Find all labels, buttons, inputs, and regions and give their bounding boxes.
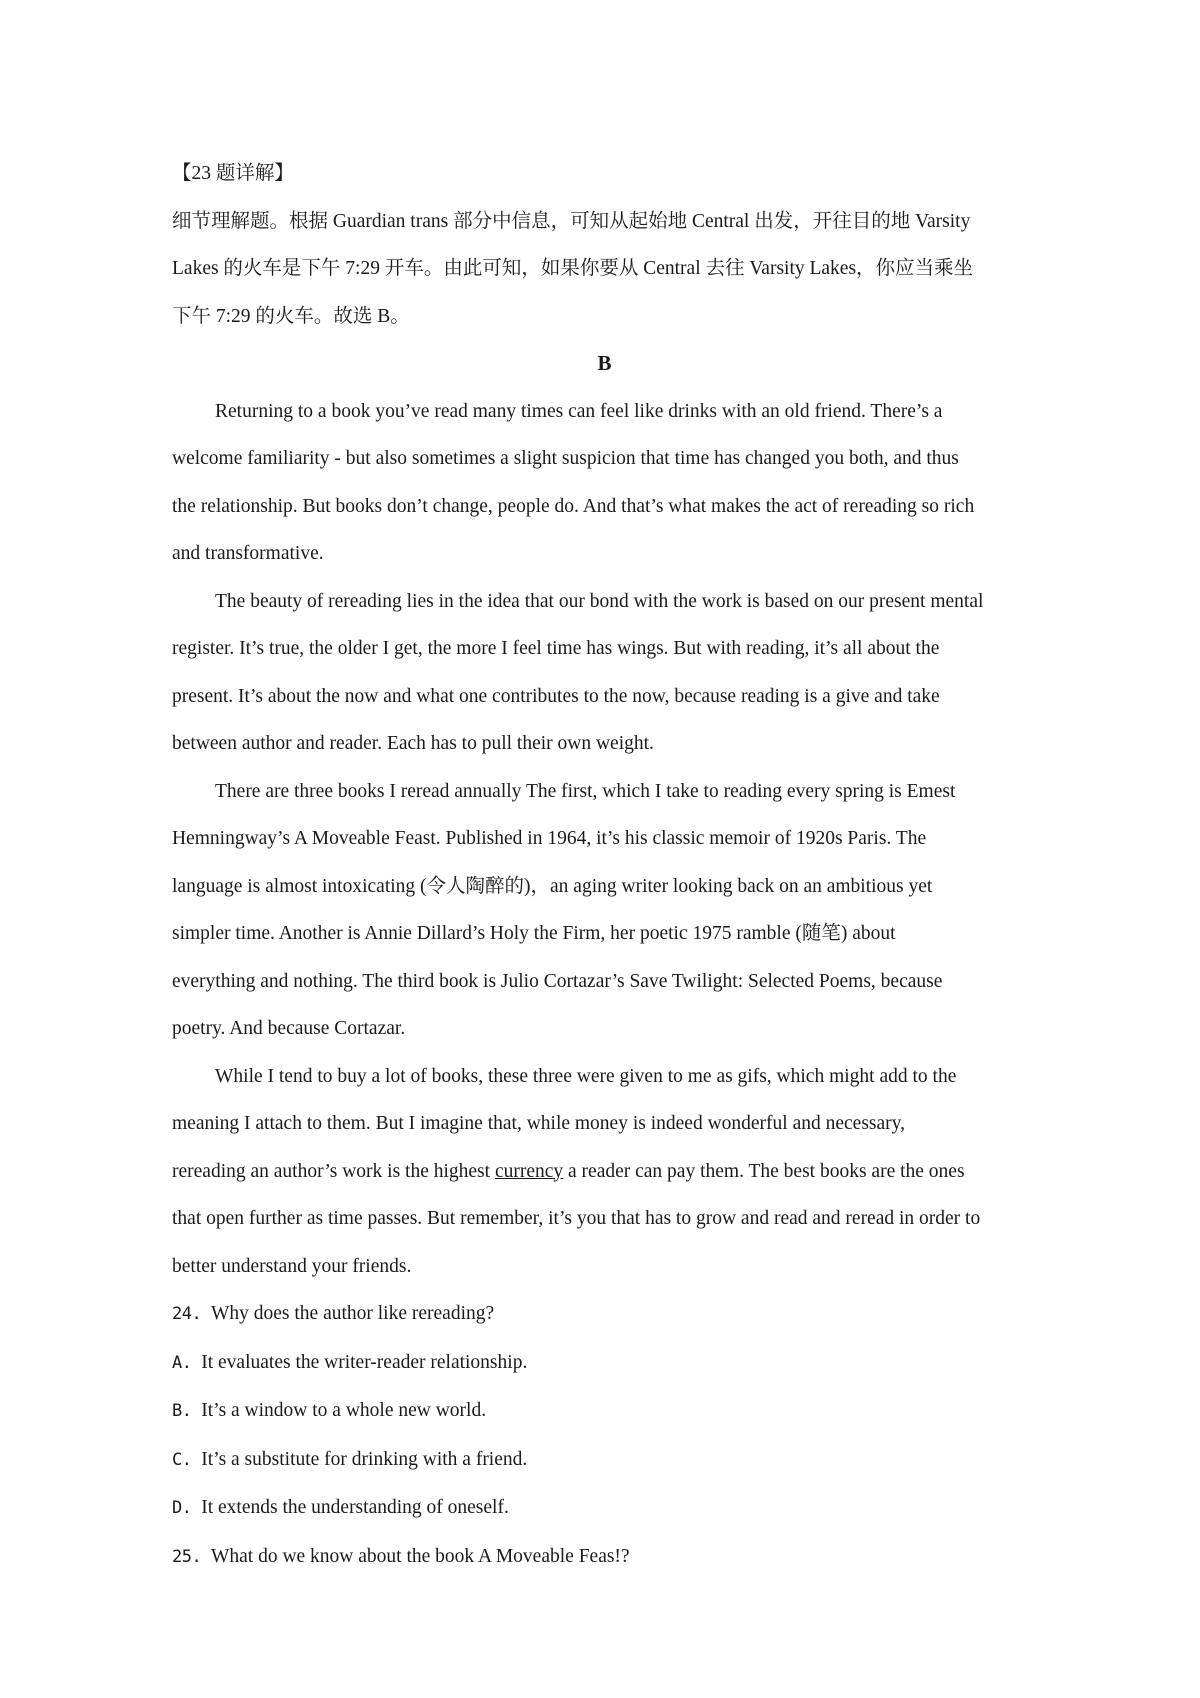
- passage-paragraph-2: [172, 578, 1037, 768]
- paragraph-line: and transformative.: [172, 543, 324, 564]
- option-b: [172, 1387, 1037, 1436]
- paragraph-line: Returning to a book you’ve read many times can feel like drinks with an old friend. There’s a: [215, 400, 943, 422]
- paragraph-text: a reader can pay them. The best books are the ones: [563, 1160, 965, 1182]
- explanation-line: Lakes 的火车是下午 7:29 开车。由此可知，如果你要从 Central 去往 Varsity Lakes，你应当乘坐: [172, 258, 974, 279]
- option-text: It’s a window to a whole new world.: [201, 1400, 487, 1421]
- paragraph-line: present. It’s about the now and what one contributes to the now, because reading is a give and take: [172, 685, 940, 707]
- explanation-line: 细节理解题。根据 Guardian trans 部分中信息，可知从起始地 Central 出发，开往目的地 Varsity: [172, 210, 971, 232]
- question-text: Why does the author like rereading?: [210, 1303, 495, 1324]
- paragraph-line: The beauty of rereading lies in the idea that our bond with the work is based on our present mental: [215, 590, 984, 612]
- question-text: What do we know about the book A Moveable Feas!?: [210, 1545, 630, 1567]
- explanation-line: 下午 7:29 的火车。故选 B。: [172, 305, 410, 327]
- paragraph-line: There are three books I reread annually The first, which I take to reading every spring is Emest: [215, 780, 956, 802]
- paragraph-line: poetry. And because Cortazar.: [172, 1018, 406, 1039]
- paragraph-line: register. It’s true, the older I get, the more I feel time has wings. But with reading, it’s all about the: [172, 638, 940, 659]
- section-title: B: [597, 351, 612, 375]
- option-text: It evaluates the writer-reader relationship.: [201, 1351, 528, 1373]
- option-letter: B.: [172, 1401, 192, 1421]
- explanation-body: [172, 198, 1037, 341]
- option-letter: C.: [172, 1449, 192, 1470]
- option-text: It’s a substitute for drinking with a friend.: [201, 1448, 528, 1470]
- option-text: It extends the understanding of oneself.: [201, 1497, 509, 1518]
- option-d: [172, 1484, 1037, 1533]
- paragraph-line: better understand your friends.: [172, 1255, 412, 1277]
- paragraph-line: everything and nothing. The third book is Julio Cortazar’s Save Twilight: Selected Poems, because: [172, 970, 943, 992]
- option-c: [172, 1436, 1037, 1485]
- paragraph-text: rereading an author’s work is the highest: [172, 1160, 495, 1182]
- question-24: [172, 1290, 1037, 1533]
- paragraph-line: the relationship. But books don’t change, people do. And that’s what makes the act of rereading so rich: [172, 495, 975, 517]
- paragraph-line: language is almost intoxicating (令人陶醉的)，an aging writer looking back on an ambitious yet: [172, 875, 933, 897]
- question-stem: [172, 1290, 1037, 1339]
- paragraph-line: simpler time. Another is Annie Dillard’s Holy the Firm, her poetic 1975 ramble (随笔) about: [172, 923, 896, 944]
- paragraph-line: Hemningway’s A Moveable Feast. Published in 1964, it’s his classic memoir of 1920s Paris. The: [172, 828, 927, 849]
- question-number: 25.: [172, 1546, 202, 1567]
- paragraph-line: While I tend to buy a lot of books, these three were given to me as gifs, which might add to the: [215, 1065, 957, 1087]
- option-a: [172, 1339, 1037, 1388]
- option-letter: A.: [172, 1352, 192, 1373]
- question-stem: [172, 1533, 1037, 1582]
- paragraph-line: between author and reader. Each has to pull their own weight.: [172, 733, 654, 754]
- underlined-word-currency: currency: [494, 1160, 564, 1182]
- passage-paragraph-3: [172, 768, 1037, 1053]
- passage-paragraph-4: [172, 1053, 1037, 1291]
- document-page: [172, 150, 1037, 1581]
- question-number: 24.: [172, 1304, 202, 1324]
- paragraph-line: that open further as time passes. But remember, it’s you that has to grow and read and reread in order to: [172, 1208, 981, 1229]
- question-25: [172, 1533, 1037, 1582]
- passage-paragraph-1: [172, 388, 1037, 578]
- paragraph-line: meaning I attach to them. But I imagine that, while money is indeed wonderful and necessary,: [172, 1113, 906, 1134]
- paragraph-line: [172, 1148, 1037, 1196]
- explanation-heading: 【23 题详解】: [172, 163, 294, 184]
- option-letter: D.: [172, 1498, 192, 1518]
- paragraph-line: welcome familiarity - but also sometimes a slight suspicion that time has changed you both, and thus: [172, 448, 959, 469]
